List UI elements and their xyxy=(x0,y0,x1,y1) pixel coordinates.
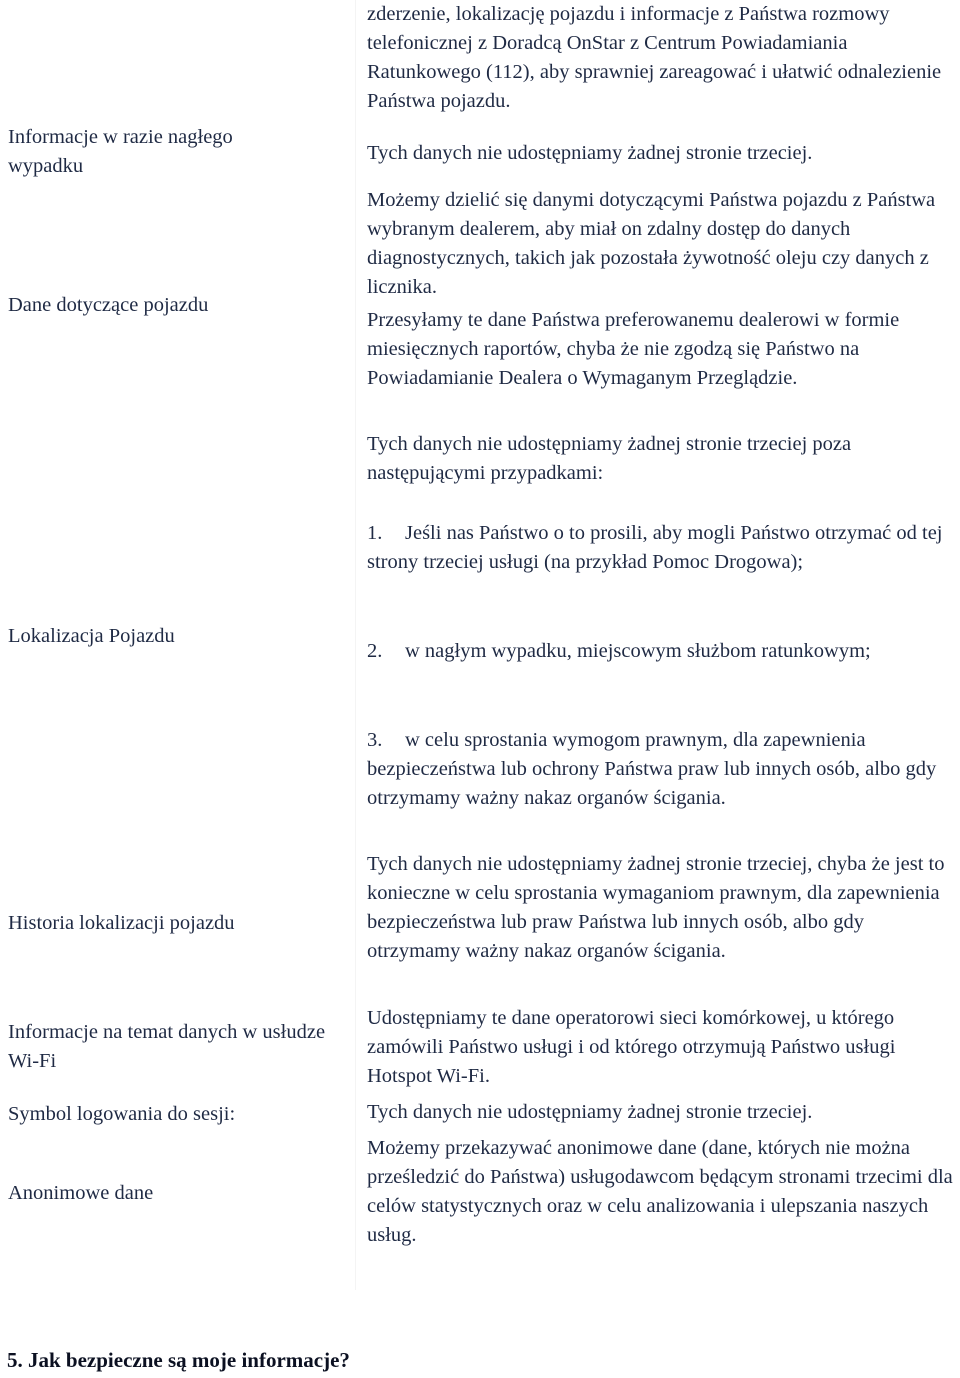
label-vehicle-location: Lokalizacja Pojazdu xyxy=(8,625,175,647)
wifi-share-text: Udostępniamy te dane operatorowi sieci komórkowej, u którego zamówili Państwo usługi i od którego otrzymują Państwo usługi Hotspot Wi-Fi. xyxy=(367,1007,896,1087)
vehicle-reports-text: Przesyłamy te dane Państwa preferowanemu dealerowi w formie miesięcznych raportów, chyba że nie zgodzą się Państwo na Powiadamianie Dealera o Wymaganym Przeglądzie. xyxy=(367,309,900,389)
list-text: Jeśli nas Państwo o to prosili, aby mogli Państwo otrzymać od tej strony trzeciej usługi (na przykład Pomoc Drogowa); xyxy=(367,522,943,573)
section-heading: 5. Jak bezpieczne są moje informacje? xyxy=(7,1348,350,1372)
session-no-share: Tych danych nie udostępniamy żadnej stronie trzeciej. xyxy=(367,1101,813,1123)
label-emergency: Informacje w razie nagłego wypadku xyxy=(8,126,233,177)
list-item xyxy=(367,637,960,666)
column-divider xyxy=(355,0,356,1290)
label-session-symbol: Symbol logowania do sesji: xyxy=(8,1103,236,1125)
label-anonymous-data: Anonimowe dane xyxy=(8,1182,154,1204)
list-number: 2. xyxy=(367,640,383,662)
history-share-text: Tych danych nie udostępniamy żadnej stronie trzeciej, chyba że jest to konieczne w celu sprostania wymaganiom prawnym, dla zapewnienia bezpieczeństwa lub praw Państwa lub innych osób, albo gdy otrzymamy ważny nakaz organów ścigania. xyxy=(367,853,945,962)
emergency-text: zderzenie, lokalizację pojazdu i informacje z Państwa rozmowy telefonicznej z Doradcą OnStar z Centrum Powiadamiania Ratunkowego (112), aby sprawniej zareagować i ułatwić odnalezienie Państwa pojazdu. xyxy=(367,3,942,112)
label-wifi-data: Informacje na temat danych w usłudze Wi-Fi xyxy=(8,1021,326,1072)
anonymous-share-text: Możemy przekazywać anonimowe dane (dane, których nie można prześledzić do Państwa) usługodawcom będącym stronami trzecimi dla celów statystycznych oraz w celu analizowania i ulepszania naszych usług. xyxy=(367,1137,953,1246)
list-number: 3. xyxy=(367,729,383,751)
label-vehicle-data: Dane dotyczące pojazdu xyxy=(8,294,209,316)
list-text: w nagłym wypadku, miejscowym służbom ratunkowym; xyxy=(405,640,871,662)
label-location-history: Historia lokalizacji pojazdu xyxy=(8,912,235,934)
vehicle-share-text: Możemy dzielić się danymi dotyczącymi Państwa pojazdu z Państwa wybranym dealerem, aby miał on zdalny dostęp do danych diagnostycznych, takich jak pozostała żywotność oleju czy danych z licznika. xyxy=(367,189,936,298)
list-item xyxy=(367,519,960,577)
list-number: 1. xyxy=(367,522,383,544)
list-item xyxy=(367,726,960,813)
location-no-share-except: Tych danych nie udostępniamy żadnej stronie trzeciej poza następującymi przypadkami: xyxy=(367,433,852,484)
emergency-no-share: Tych danych nie udostępniamy żadnej stronie trzeciej. xyxy=(367,142,813,164)
list-text: w celu sprostania wymogom prawnym, dla zapewnienia bezpieczeństwa lub ochrony Państwa praw lub innych osób, albo gdy otrzymamy ważny nakaz organów ścigania. xyxy=(367,729,937,809)
